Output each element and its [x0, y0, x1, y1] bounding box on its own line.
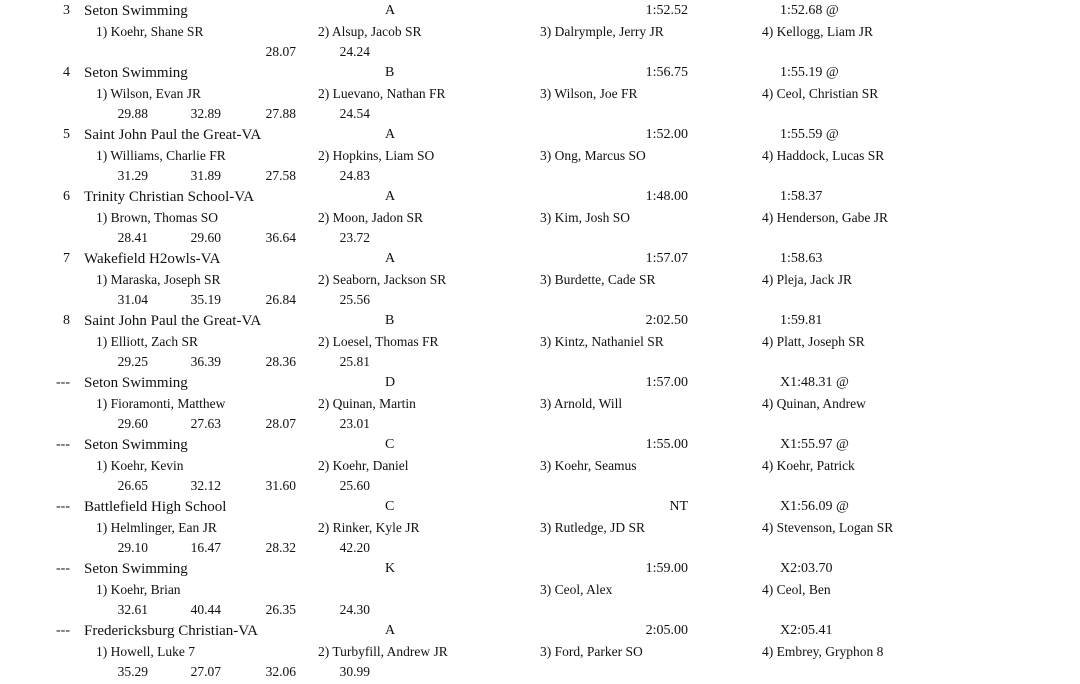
split-time: 31.89 [190, 168, 221, 183]
split-time: 25.81 [339, 354, 370, 369]
split-time: 26.35 [265, 602, 296, 617]
split-time [88, 43, 148, 61]
swimmer-name: 1) Koehr, Shane SR [96, 23, 204, 39]
swimmer-name: 3) Burdette, Cade SR [540, 271, 656, 287]
split-time: 23.01 [339, 416, 370, 431]
relay-entry [0, 312, 1080, 374]
swimmer-name: 4) Embrey, Gryphon 8 [762, 643, 884, 659]
split-time: 36.64 [265, 230, 296, 245]
final-time: 1:55.19 @ [780, 65, 839, 80]
split-time: 31.04 [117, 292, 148, 307]
split-time: 32.12 [190, 478, 221, 493]
split-time: 32.06 [265, 664, 296, 679]
team-name: Trinity Christian School-VA [84, 189, 255, 205]
split-time: 31.29 [117, 168, 148, 183]
relay-entry [0, 250, 1080, 312]
team-name: Seton Swimming [84, 561, 188, 577]
swimmer-name: 1) Elliott, Zach SR [96, 333, 198, 349]
split-time: 28.41 [117, 230, 148, 245]
relay-letter: B [385, 65, 395, 80]
place-number: 8 [63, 313, 70, 328]
swimmer-name: 2) Loesel, Thomas FR [318, 333, 439, 349]
split-time: 27.88 [265, 106, 296, 121]
final-time: 1:52.68 @ [780, 3, 839, 18]
split-time: 29.60 [117, 416, 148, 431]
split-time: 32.89 [190, 106, 221, 121]
seed-time: 2:02.50 [645, 313, 688, 328]
split-time: 29.10 [117, 540, 148, 555]
team-name: Saint John Paul the Great-VA [84, 313, 262, 329]
swimmer-name: 3) Ong, Marcus SO [540, 147, 646, 163]
swimmer-name: 3) Ceol, Alex [540, 581, 613, 597]
relay-letter: D [385, 375, 396, 390]
final-time: X2:03.70 [780, 561, 833, 576]
place-number: 7 [63, 251, 70, 266]
swimmer-name: 3) Wilson, Joe FR [540, 85, 638, 101]
relay-entry [0, 374, 1080, 436]
swimmer-name: 4) Platt, Joseph SR [762, 333, 865, 349]
split-time: 32.61 [117, 602, 148, 617]
final-time: 1:55.59 @ [780, 127, 839, 142]
split-time: 26.65 [117, 478, 148, 493]
split-time: 28.36 [265, 354, 296, 369]
split-time: 24.30 [339, 602, 370, 617]
swimmer-name: 2) Koehr, Daniel [318, 457, 409, 473]
relay-letter: B [385, 313, 395, 328]
swimmer-name: 2) Hopkins, Liam SO [318, 147, 435, 163]
seed-time: 1:57.00 [645, 375, 688, 390]
swimmer-name: 2) Moon, Jadon SR [318, 209, 424, 225]
place-number: 3 [63, 3, 70, 18]
split-time: 25.56 [339, 292, 370, 307]
seed-time: 1:52.00 [645, 127, 688, 142]
split-time: 24.24 [339, 44, 370, 59]
final-time: X2:05.41 [780, 623, 833, 638]
split-time: 28.07 [265, 44, 296, 59]
final-time: 1:59.81 [780, 313, 823, 328]
swimmer-name: 2) Turbyfill, Andrew JR [318, 643, 448, 659]
place-number: 5 [63, 127, 70, 142]
relay-letter: A [385, 251, 396, 266]
final-time: 1:58.37 [780, 189, 823, 204]
split-time: 29.25 [117, 354, 148, 369]
team-name: Wakefield H2owls-VA [84, 251, 221, 267]
place-number: --- [56, 499, 70, 514]
split-time: 31.60 [265, 478, 296, 493]
swimmer-name: 3) Arnold, Will [540, 395, 623, 411]
split-time: 40.44 [190, 602, 221, 617]
seed-time: 1:57.07 [645, 251, 688, 266]
final-time: X1:48.31 @ [780, 375, 849, 390]
relay-letter: C [385, 437, 395, 452]
seed-time: 1:48.00 [645, 189, 688, 204]
swimmer-name: 3) Kim, Josh SO [540, 209, 631, 225]
place-number: --- [56, 561, 70, 576]
swimmer-name: 1) Helmlinger, Ean JR [96, 519, 217, 535]
relay-entry [0, 436, 1080, 498]
split-time: 16.47 [190, 540, 221, 555]
team-name: Battlefield High School [84, 499, 227, 515]
split-time: 25.60 [339, 478, 370, 493]
swimmer-name: 3) Ford, Parker SO [540, 643, 643, 659]
relay-entry [0, 126, 1080, 188]
split-time: 27.63 [190, 416, 221, 431]
final-time: 1:58.63 [780, 251, 823, 266]
swimmer-name: 1) Wilson, Evan JR [96, 85, 201, 101]
swimmer-name: 2) Alsup, Jacob SR [318, 23, 422, 39]
place-number: --- [56, 437, 70, 452]
swimmer-name: 3) Kintz, Nathaniel SR [540, 333, 664, 349]
split-time: 24.83 [339, 168, 370, 183]
split-time: 42.20 [339, 540, 370, 555]
team-name: Saint John Paul the Great-VA [84, 127, 262, 143]
team-name: Seton Swimming [84, 65, 188, 81]
place-number: --- [56, 623, 70, 638]
relay-letter: A [385, 3, 396, 18]
swimmer-name: 1) Maraska, Joseph SR [96, 271, 221, 287]
swimmer-name: 4) Henderson, Gabe JR [762, 209, 888, 225]
swimmer-name: 4) Quinan, Andrew [762, 395, 866, 411]
place-number: 4 [63, 65, 70, 80]
seed-time: 2:05.00 [645, 623, 688, 638]
final-time: X1:55.97 @ [780, 437, 849, 452]
swimmer-name: 1) Koehr, Brian [96, 581, 181, 597]
relay-entry [0, 2, 1080, 64]
split-time: 28.07 [265, 416, 296, 431]
swimmer-name: 3) Dalrymple, Jerry JR [540, 23, 664, 39]
swimmer-name: 4) Stevenson, Logan SR [762, 519, 894, 535]
relay-entry [0, 560, 1080, 622]
swimmer-name: 2) Luevano, Nathan FR [318, 85, 446, 101]
relay-letter: A [385, 189, 396, 204]
relay-letter: C [385, 499, 395, 514]
swimmer-name: 4) Kellogg, Liam JR [762, 23, 873, 39]
split-time: 23.72 [339, 230, 370, 245]
swimmer-name: 2) Rinker, Kyle JR [318, 519, 420, 535]
place-number: --- [56, 375, 70, 390]
team-name: Fredericksburg Christian-VA [84, 623, 259, 639]
relay-entry [0, 498, 1080, 560]
split-time [161, 43, 221, 61]
relay-entry [0, 188, 1080, 250]
split-time: 36.39 [190, 354, 221, 369]
team-name: Seton Swimming [84, 375, 188, 391]
split-time: 26.84 [265, 292, 296, 307]
swimmer-name: 2) Quinan, Martin [318, 395, 416, 411]
swimmer-name: 3) Koehr, Seamus [540, 457, 637, 473]
swimmer-name: 4) Ceol, Christian SR [762, 85, 879, 101]
swimmer-name: 1) Williams, Charlie FR [96, 147, 226, 163]
relay-letter: A [385, 127, 396, 142]
team-name: Seton Swimming [84, 3, 188, 19]
seed-time: 1:56.75 [645, 65, 688, 80]
split-time: 29.88 [117, 106, 148, 121]
team-name: Seton Swimming [84, 437, 188, 453]
place-number: 6 [63, 189, 70, 204]
swimmer-name: 1) Brown, Thomas SO [96, 209, 219, 225]
swimmer-name: 1) Fioramonti, Matthew [96, 395, 226, 411]
seed-time: 1:52.52 [645, 3, 688, 18]
swimmer-name: 4) Haddock, Lucas SR [762, 147, 885, 163]
relay-entry [0, 64, 1080, 126]
split-time: 35.29 [117, 664, 148, 679]
split-time: 27.58 [265, 168, 296, 183]
swimmer-name: 4) Ceol, Ben [762, 581, 831, 597]
split-time: 35.19 [190, 292, 221, 307]
split-time: 24.54 [339, 106, 370, 121]
split-time: 27.07 [190, 664, 221, 679]
relay-letter: A [385, 623, 396, 638]
split-time: 29.60 [190, 230, 221, 245]
split-time: 30.99 [339, 664, 370, 679]
swimmer-name: 2) Seaborn, Jackson SR [318, 271, 447, 287]
swimmer-name: 3) Rutledge, JD SR [540, 519, 646, 535]
seed-time: 1:55.00 [645, 437, 688, 452]
split-time: 28.32 [265, 540, 296, 555]
swimmer-name: 1) Howell, Luke 7 [96, 643, 195, 659]
seed-time: 1:59.00 [645, 561, 688, 576]
seed-time: NT [669, 499, 688, 514]
relay-letter: K [385, 561, 396, 576]
swimmer-name: 4) Pleja, Jack JR [762, 271, 852, 287]
swimmer-name: 4) Koehr, Patrick [762, 457, 855, 473]
swimmer-name: 1) Koehr, Kevin [96, 457, 184, 473]
final-time: X1:56.09 @ [780, 499, 849, 514]
